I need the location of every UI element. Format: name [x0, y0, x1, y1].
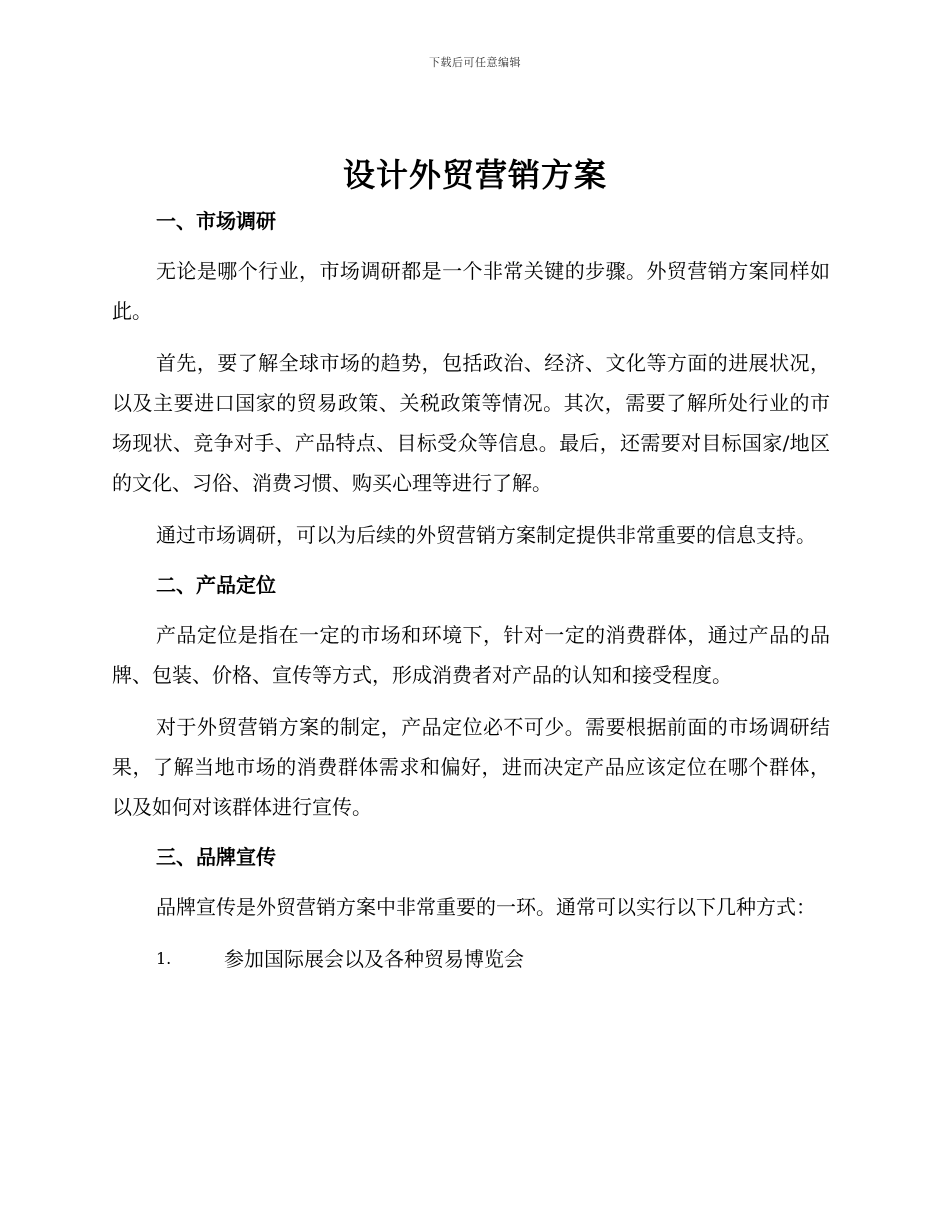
section-product-positioning — [112, 567, 830, 827]
paragraph: 首先，要了解全球市场的趋势，包括政治、经济、文化等方面的进展状况，以及主要进口国家的贸易政策、关税政策等情况。其次，需要了解所处行业的市场现状、竞争对手、产品特点、目标受众等信息。最后，还需要对目标国家/地区的文化、习俗、消费习惯、购买心理等进行了解。 — [112, 351, 830, 495]
section-market-research — [112, 203, 830, 555]
document-title: 设计外贸营销方案 — [342, 156, 607, 194]
section-heading: 一、市场调研 — [156, 209, 276, 233]
paragraph: 品牌宣传是外贸营销方案中非常重要的一环。通常可以实行以下几种方式： — [156, 895, 816, 919]
list-item — [112, 939, 830, 979]
document-body — [112, 203, 830, 979]
paragraph: 对于外贸营销方案的制定，产品定位必不可少。需要根据前面的市场调研结果，了解当地市场的消费群体需求和偏好，进而决定产品应该定位在哪个群体，以及如何对该群体进行宣传。 — [112, 715, 830, 819]
section-brand-promotion — [112, 839, 830, 979]
section-heading: 二、产品定位 — [156, 573, 276, 597]
list-text: 参加国际展会以及各种贸易博览会 — [224, 947, 524, 971]
section-heading: 三、品牌宣传 — [156, 845, 276, 869]
paragraph: 通过市场调研，可以为后续的外贸营销方案制定提供非常重要的信息支持。 — [156, 523, 816, 547]
list-number: 1. — [156, 949, 172, 968]
paragraph: 产品定位是指在一定的市场和环境下，针对一定的消费群体，通过产品的品牌、包装、价格、宣传等方式，形成消费者对产品的认知和接受程度。 — [112, 623, 830, 687]
paragraph: 无论是哪个行业，市场调研都是一个非常关键的步骤。外贸营销方案同样如此。 — [112, 259, 830, 323]
header-note: 下载后可任意编辑 — [429, 56, 521, 69]
